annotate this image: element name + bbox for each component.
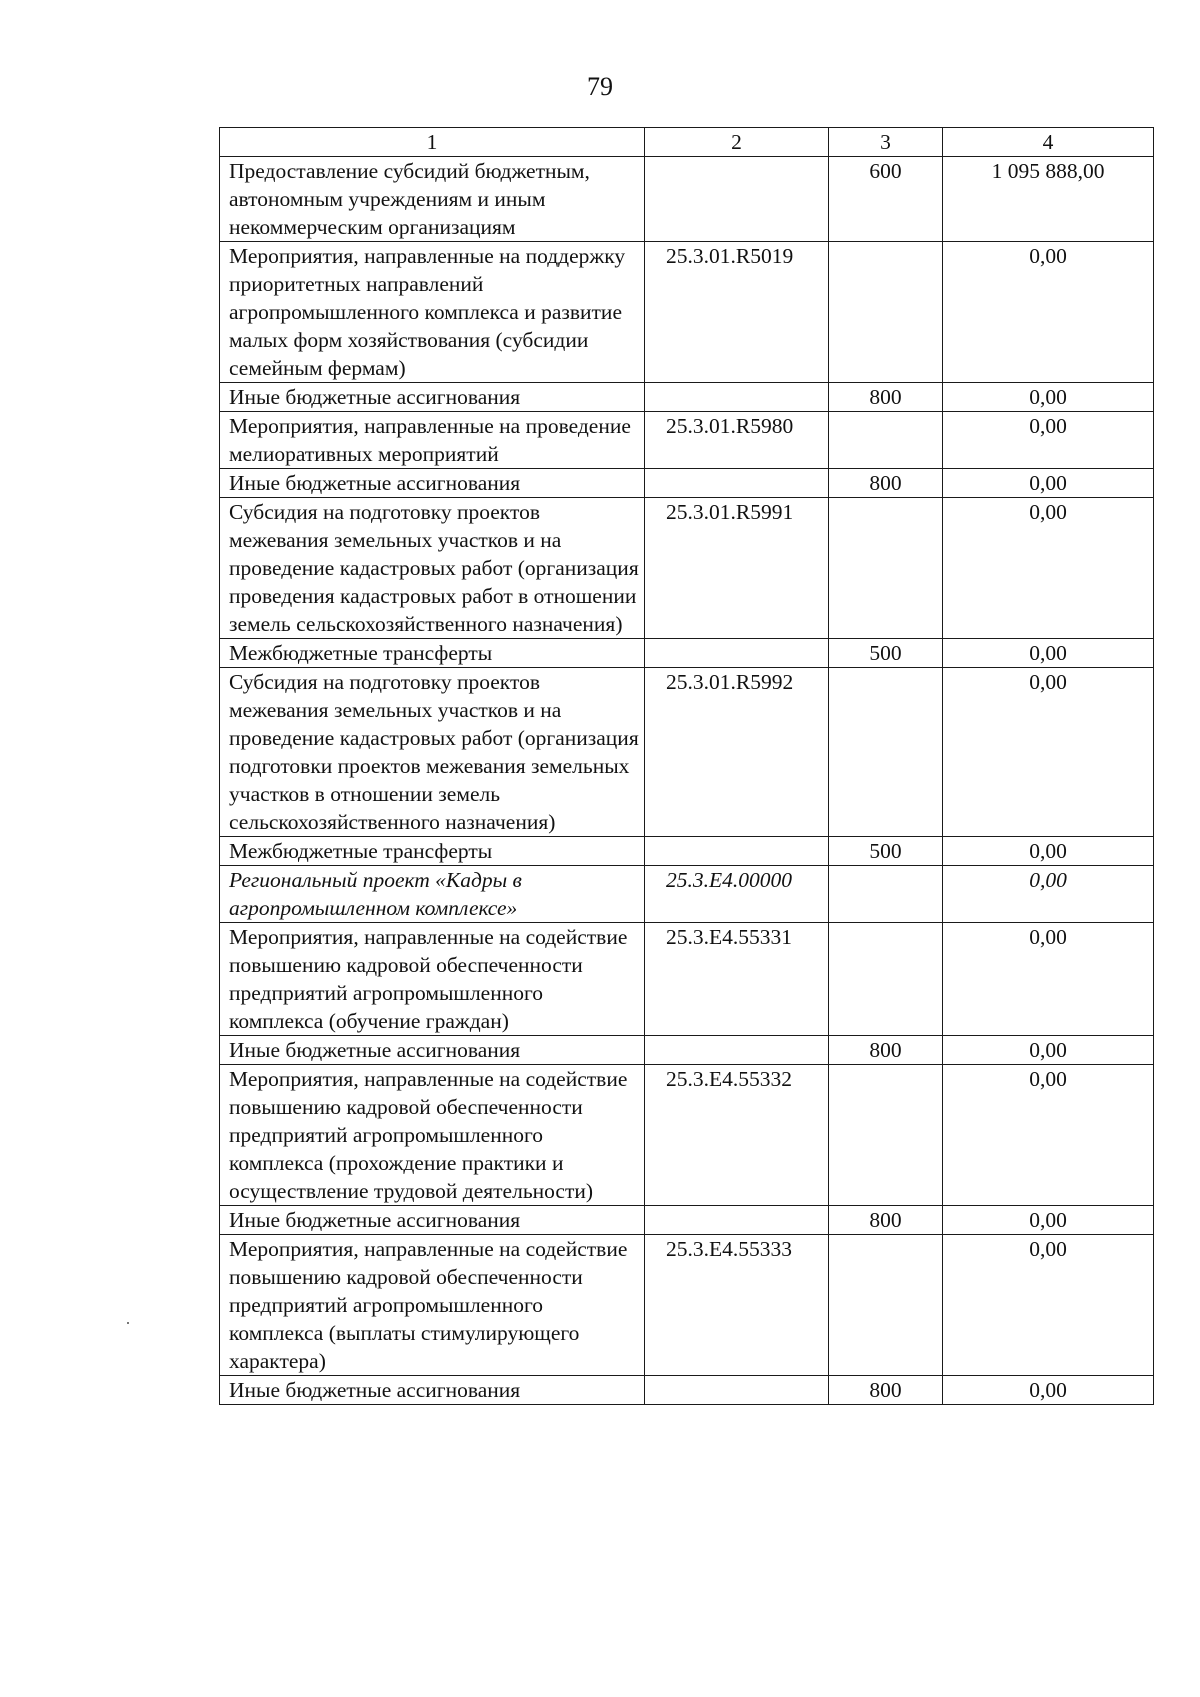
row-name-cell: Мероприятия, направленные на содействие повышению кадровой обеспеченности предприятий агропромышленного комплекса (обучение граждан): [220, 923, 645, 1036]
row-name-cell: Иные бюджетные ассигнования: [220, 1376, 645, 1405]
row-name-cell: Иные бюджетные ассигнования: [220, 1036, 645, 1065]
row-amount-cell: 0,00: [943, 837, 1154, 866]
row-code-cell: 25.3.E4.55331: [645, 923, 829, 1036]
row-amount-cell: 0,00: [943, 923, 1154, 1036]
table-row: [220, 1065, 1154, 1206]
table-row: [220, 1206, 1154, 1235]
row-type-cell: 600: [829, 157, 943, 242]
row-code-cell: 25.3.E4.55333: [645, 1235, 829, 1376]
row-type-cell: [829, 1235, 943, 1376]
table-header-row: [220, 128, 1154, 157]
column-header-2: 2: [645, 128, 829, 157]
row-type-cell: [829, 412, 943, 469]
row-name-cell: Иные бюджетные ассигнования: [220, 383, 645, 412]
scan-speck: [127, 1322, 129, 1324]
row-name-cell: Мероприятия, направленные на содействие повышению кадровой обеспеченности предприятий агропромышленного комплекса (прохождение практики и осуществление трудовой деятельности): [220, 1065, 645, 1206]
table-body: [220, 157, 1154, 1405]
table-row: [220, 469, 1154, 498]
row-amount-cell: 0,00: [943, 412, 1154, 469]
row-type-cell: 800: [829, 1206, 943, 1235]
row-name-cell: Мероприятия, направленные на содействие повышению кадровой обеспеченности предприятий агропромышленного комплекса (выплаты стимулирующего характера): [220, 1235, 645, 1376]
row-code-cell: 25.3.E4.55332: [645, 1065, 829, 1206]
row-amount-cell: 0,00: [943, 639, 1154, 668]
row-amount-cell: 0,00: [943, 1376, 1154, 1405]
row-amount-cell: 1 095 888,00: [943, 157, 1154, 242]
row-name-cell: Межбюджетные трансферты: [220, 639, 645, 668]
table-row: [220, 1036, 1154, 1065]
table-row: [220, 498, 1154, 639]
row-code-cell: 25.3.E4.00000: [645, 866, 829, 923]
table-row: [220, 923, 1154, 1036]
row-code-cell: [645, 157, 829, 242]
row-amount-cell: 0,00: [943, 1036, 1154, 1065]
row-amount-cell: 0,00: [943, 383, 1154, 412]
budget-table: [219, 127, 1154, 1405]
column-header-4: 4: [943, 128, 1154, 157]
table-row: [220, 668, 1154, 837]
row-code-cell: 25.3.01.R5019: [645, 242, 829, 383]
table-row: [220, 412, 1154, 469]
row-name-cell: Иные бюджетные ассигнования: [220, 469, 645, 498]
table-row: [220, 837, 1154, 866]
row-code-cell: 25.3.01.R5992: [645, 668, 829, 837]
row-amount-cell: 0,00: [943, 469, 1154, 498]
row-name-cell: Иные бюджетные ассигнования: [220, 1206, 645, 1235]
row-amount-cell: 0,00: [943, 1235, 1154, 1376]
row-amount-cell: 0,00: [943, 866, 1154, 923]
row-code-cell: 25.3.01.R5991: [645, 498, 829, 639]
row-type-cell: 500: [829, 837, 943, 866]
page-number: 79: [587, 72, 613, 101]
row-code-cell: [645, 1376, 829, 1405]
row-code-cell: 25.3.01.R5980: [645, 412, 829, 469]
row-type-cell: [829, 923, 943, 1036]
row-type-cell: [829, 668, 943, 837]
row-name-cell: Мероприятия, направленные на поддержку приоритетных направлений агропромышленного комплекса и развитие малых форм хозяйствования (субсидии семейным фермам): [220, 242, 645, 383]
table-row: [220, 1235, 1154, 1376]
row-name-cell: Субсидия на подготовку проектов межевания земельных участков и на проведение кадастровых работ (организация подготовки проектов межевания земельных участков в отношении земель сельскохозяйственного назначения): [220, 668, 645, 837]
row-name-cell: Субсидия на подготовку проектов межевания земельных участков и на проведение кадастровых работ (организация проведения кадастровых работ в отношении земель сельскохозяйственного назначения): [220, 498, 645, 639]
row-code-cell: [645, 383, 829, 412]
table-row: [220, 866, 1154, 923]
row-amount-cell: 0,00: [943, 242, 1154, 383]
row-name-cell: Мероприятия, направленные на проведение мелиоративных мероприятий: [220, 412, 645, 469]
row-type-cell: 800: [829, 383, 943, 412]
row-code-cell: [645, 469, 829, 498]
row-type-cell: [829, 498, 943, 639]
row-code-cell: [645, 1036, 829, 1065]
row-amount-cell: 0,00: [943, 1206, 1154, 1235]
row-type-cell: 800: [829, 1036, 943, 1065]
row-type-cell: [829, 1065, 943, 1206]
row-type-cell: [829, 866, 943, 923]
row-code-cell: [645, 639, 829, 668]
table-row: [220, 1376, 1154, 1405]
row-type-cell: 500: [829, 639, 943, 668]
table-row: [220, 383, 1154, 412]
row-amount-cell: 0,00: [943, 668, 1154, 837]
row-type-cell: 800: [829, 1376, 943, 1405]
row-code-cell: [645, 1206, 829, 1235]
row-amount-cell: 0,00: [943, 1065, 1154, 1206]
row-type-cell: 800: [829, 469, 943, 498]
table-row: [220, 242, 1154, 383]
row-type-cell: [829, 242, 943, 383]
row-amount-cell: 0,00: [943, 498, 1154, 639]
row-name-cell: Межбюджетные трансферты: [220, 837, 645, 866]
row-code-cell: [645, 837, 829, 866]
column-header-1: 1: [220, 128, 645, 157]
row-name-cell: Предоставление субсидий бюджетным, автономным учреждениям и иным некоммерческим организациям: [220, 157, 645, 242]
column-header-3: 3: [829, 128, 943, 157]
row-name-cell: Региональный проект «Кадры в агропромышленном комплексе»: [220, 866, 645, 923]
table-row: [220, 639, 1154, 668]
table-row: [220, 157, 1154, 242]
